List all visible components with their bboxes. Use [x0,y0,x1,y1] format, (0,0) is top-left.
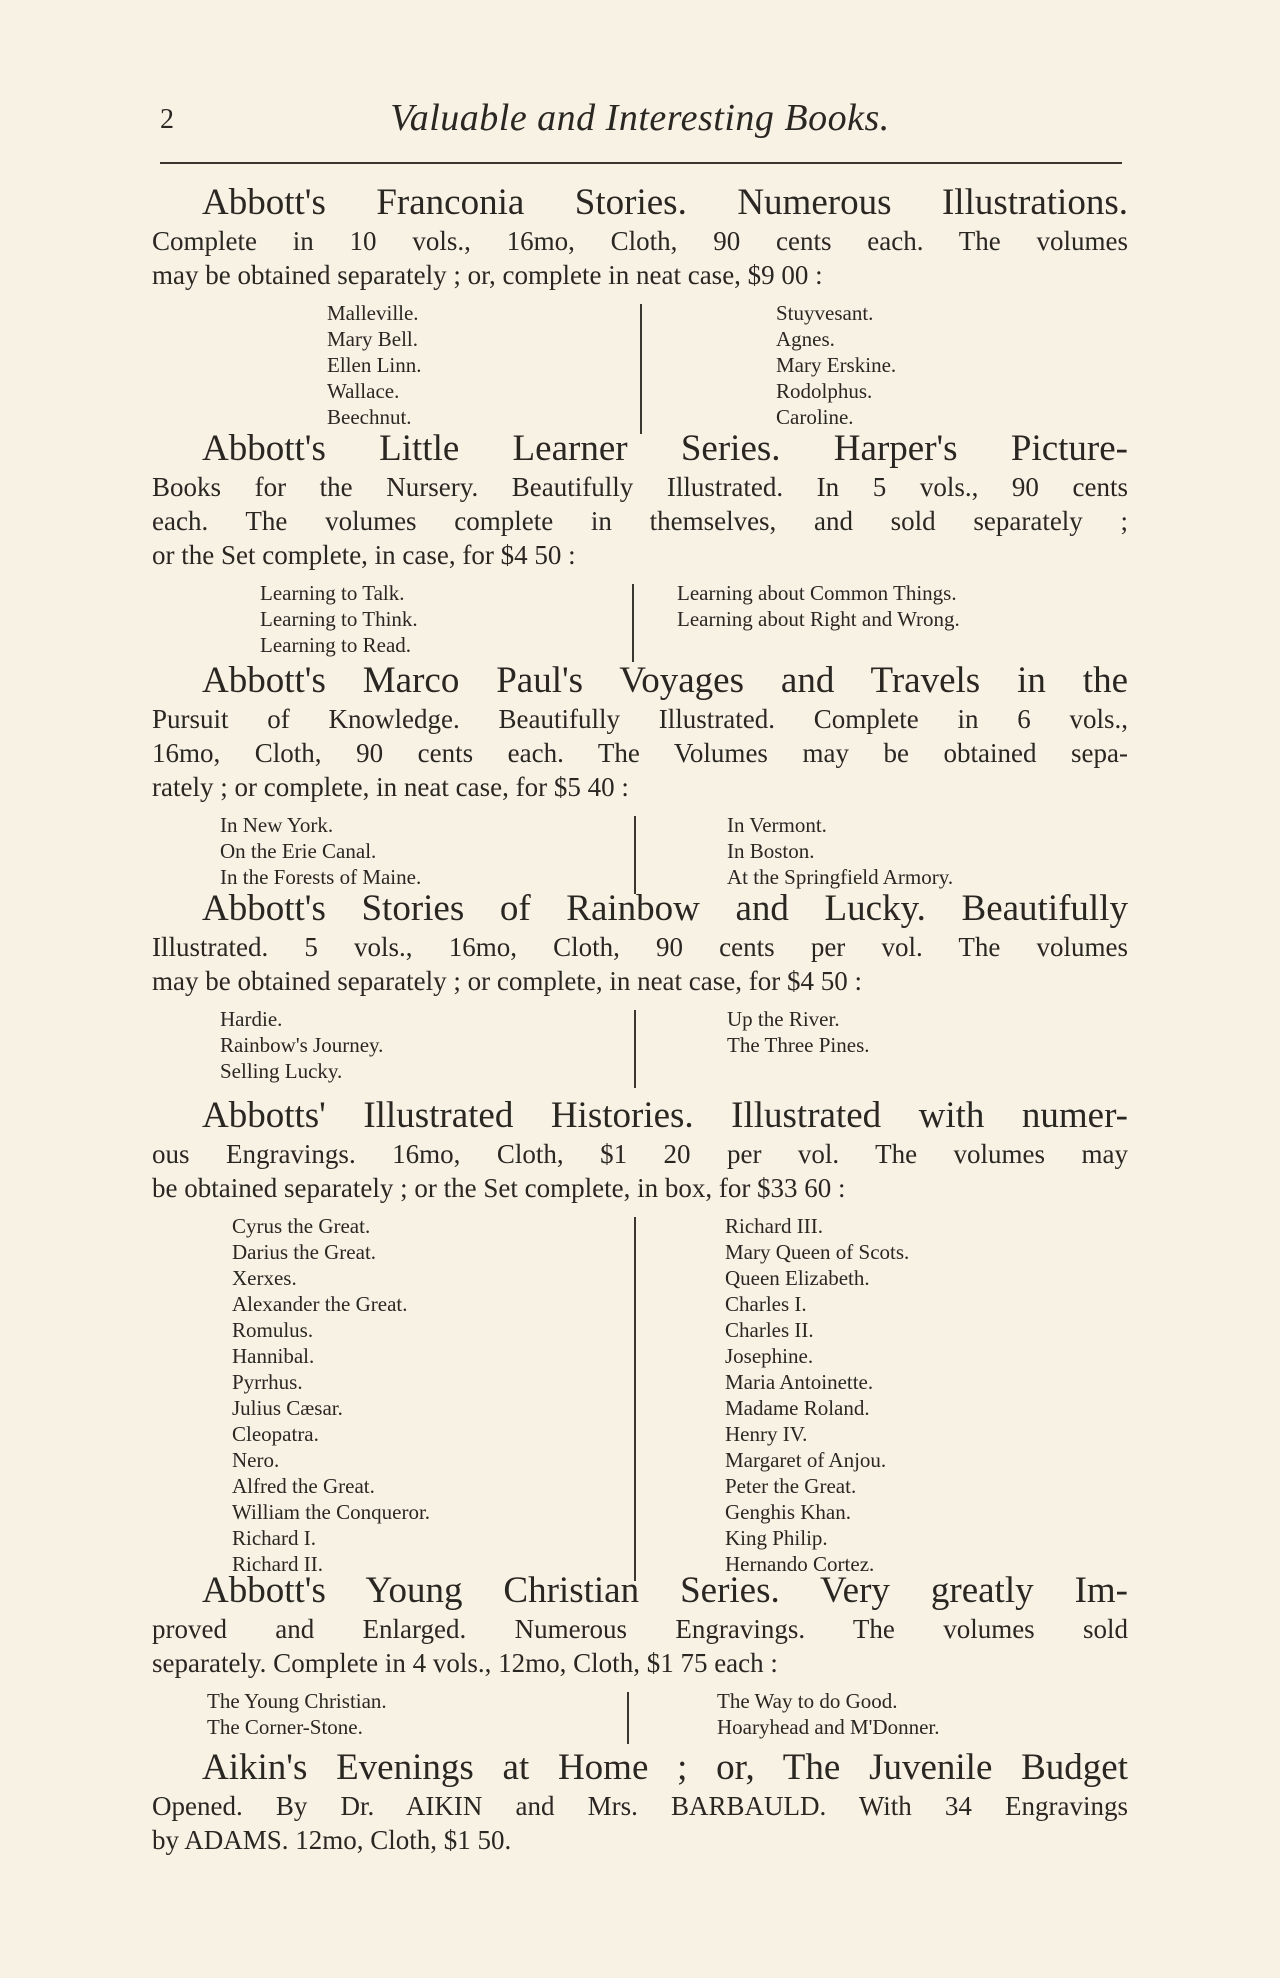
volume-title: The Way to do Good. [717,1689,898,1713]
column-divider [634,1010,636,1088]
description-line: 16mo, Cloth, 90 cents each. The Volumes may be obtained sepa- [152,738,1128,768]
volume-title: Hannibal. [232,1344,315,1368]
volume-title: Learning about Common Things. [677,581,957,605]
entry-description [152,470,1128,572]
volume-title: Hoaryhead and M'Donner. [717,1715,940,1739]
volume-title: Nero. [232,1448,280,1472]
catalogue-entry [152,1570,1128,1740]
volume-title: Learning to Talk. [260,581,405,605]
column-divider [627,1692,629,1744]
volume-title: In Vermont. [727,813,827,837]
volume-title: Charles I. [725,1292,807,1316]
volume-list-right [727,1006,870,1058]
volume-title: Selling Lucky. [220,1059,343,1083]
volume-title: The Three Pines. [727,1033,870,1057]
volume-title: Queen Elizabeth. [725,1266,870,1290]
entry-description [152,1789,1128,1857]
entry-description [152,930,1128,998]
volume-title: Henry IV. [725,1422,808,1446]
volume-title: Mary Queen of Scots. [725,1240,910,1264]
column-divider [632,584,634,662]
description-line: rately ; or complete, in neat case, for $5 40 : [152,772,629,802]
volume-title: Caroline. [776,405,854,429]
volume-title: Stuyvesant. [776,301,874,325]
volume-title: Hardie. [220,1007,283,1031]
description-line: proved and Enlarged. Numerous Engravings. The volumes sold [152,1614,1128,1644]
volume-list-right [677,580,960,632]
volume-title: Agnes. [776,327,835,351]
volume-title: In New York. [220,813,334,837]
entry-title: Abbott's Stories of Rainbow and Lucky. Beautifully [202,888,1128,929]
description-line: Pursuit of Knowledge. Beautifully Illustrated. Complete in 6 vols., [152,704,1128,734]
volume-title: Cyrus the Great. [232,1214,371,1238]
volume-title: At the Springfield Armory. [727,865,954,889]
volume-title: Learning about Right and Wrong. [677,607,960,631]
entry-title: Abbott's Young Christian Series. Very greatly Im- [202,1570,1128,1611]
description-line: separately. Complete in 4 vols., 12mo, Cloth, $1 75 each : [152,1648,778,1678]
running-title: Valuable and Interesting Books. [390,97,890,139]
volume-title: The Young Christian. [207,1689,387,1713]
volume-title: Alexander the Great. [232,1292,408,1316]
entry-description [152,1612,1128,1680]
volume-title: Ellen Linn. [327,353,422,377]
catalogue-entry [152,1747,1128,1857]
entry-description [152,1137,1128,1205]
volume-title: Pyrrhus. [232,1370,303,1394]
header-rule [160,162,1122,164]
volume-title: Learning to Read. [260,633,412,657]
volume-title: Beechnut. [327,405,412,429]
volume-list-left [232,1213,430,1577]
catalogue-entry [152,1095,1128,1577]
volume-title: Wallace. [327,379,400,403]
volume-title: Genghis Khan. [725,1500,851,1524]
entry-description [152,224,1128,292]
volume-title: Up the River. [727,1007,840,1031]
volume-list [152,1213,1128,1577]
entry-title: Abbott's Franconia Stories. Numerous Illustrations. [202,182,1128,223]
volume-title: Josephine. [725,1344,814,1368]
volume-title: Maria Antoinette. [725,1370,874,1394]
volume-list-left [260,580,418,658]
description-line: Illustrated. 5 vols., 16mo, Cloth, 90 cents per vol. The volumes [152,932,1128,962]
description-line: or the Set complete, in case, for $4 50 : [152,540,576,570]
column-divider [634,1217,636,1581]
volume-list-right [725,1213,909,1577]
volume-title: In the Forests of Maine. [220,865,422,889]
description-line: may be obtained separately ; or complete, in neat case, for $4 50 : [152,966,862,996]
volume-list [152,1006,1128,1084]
volume-title: Mary Bell. [327,327,418,351]
volume-title: In Boston. [727,839,815,863]
volume-list-right [776,300,896,430]
volume-title: The Corner-Stone. [207,1715,363,1739]
volume-list [152,300,1128,430]
entry-title: Aikin's Evenings at Home ; or, The Juvenile Budget [202,1747,1128,1788]
description-line: Opened. By Dr. AIKIN and Mrs. BARBAULD. With 34 Engravings [152,1791,1128,1821]
entry-description [152,702,1128,804]
catalogue-entry [152,428,1128,658]
description-line: Complete in 10 vols., 16mo, Cloth, 90 cents each. The volumes [152,226,1128,256]
volume-title: Darius the Great. [232,1240,377,1264]
entry-title: Abbott's Little Learner Series. Harper's Picture- [202,428,1128,469]
volume-list-left [327,300,421,430]
volume-title: Malleville. [327,301,419,325]
volume-title: Learning to Think. [260,607,418,631]
volume-title: Cleopatra. [232,1422,319,1446]
volume-title: Julius Cæsar. [232,1396,343,1420]
volume-title: Richard I. [232,1526,316,1550]
volume-title: Margaret of Anjou. [725,1448,887,1472]
entry-title: Abbott's Marco Paul's Voyages and Travels in the [202,660,1128,701]
volume-title: Mary Erskine. [776,353,897,377]
volume-title: Hernando Cortez. [725,1552,875,1576]
volume-title: Rainbow's Journey. [220,1033,384,1057]
volume-list-right [717,1688,939,1740]
description-line: ous Engravings. 16mo, Cloth, $1 20 per vol. The volumes may [152,1139,1128,1169]
column-divider [634,816,636,894]
volume-title: Xerxes. [232,1266,297,1290]
volume-list-right [727,812,953,890]
volume-title: William the Conqueror. [232,1500,431,1524]
description-line: Books for the Nursery. Beautifully Illustrated. In 5 vols., 90 cents [152,472,1128,502]
description-line: each. The volumes complete in themselves, and sold separately ; [152,506,1128,536]
catalogue-entry [152,888,1128,1084]
entry-title: Abbotts' Illustrated Histories. Illustrated with numer- [202,1095,1128,1136]
volume-list [152,1688,1128,1740]
description-line: by ADAMS. 12mo, Cloth, $1 50. [152,1825,512,1855]
description-line: be obtained separately ; or the Set complete, in box, for $33 60 : [152,1173,846,1203]
volume-title: Richard II. [232,1552,323,1576]
volume-title: Romulus. [232,1318,314,1342]
volume-title: Madame Roland. [725,1396,870,1420]
volume-list-left [220,812,421,890]
catalogue-entry [152,660,1128,890]
volume-title: Alfred the Great. [232,1474,375,1498]
catalogue-entry [152,182,1128,430]
volume-title: On the Erie Canal. [220,839,377,863]
running-head [160,96,1120,142]
volume-title: Richard III. [725,1214,823,1238]
volume-title: King Philip. [725,1526,828,1550]
column-divider [640,304,642,434]
volume-list [152,580,1128,658]
volume-title: Rodolphus. [776,379,873,403]
volume-list-left [220,1006,383,1084]
volume-list-left [207,1688,387,1740]
volume-title: Charles II. [725,1318,814,1342]
volume-list [152,812,1128,890]
description-line: may be obtained separately ; or, complete in neat case, $9 00 : [152,260,823,290]
volume-title: Peter the Great. [725,1474,857,1498]
page-number: 2 [160,104,174,135]
